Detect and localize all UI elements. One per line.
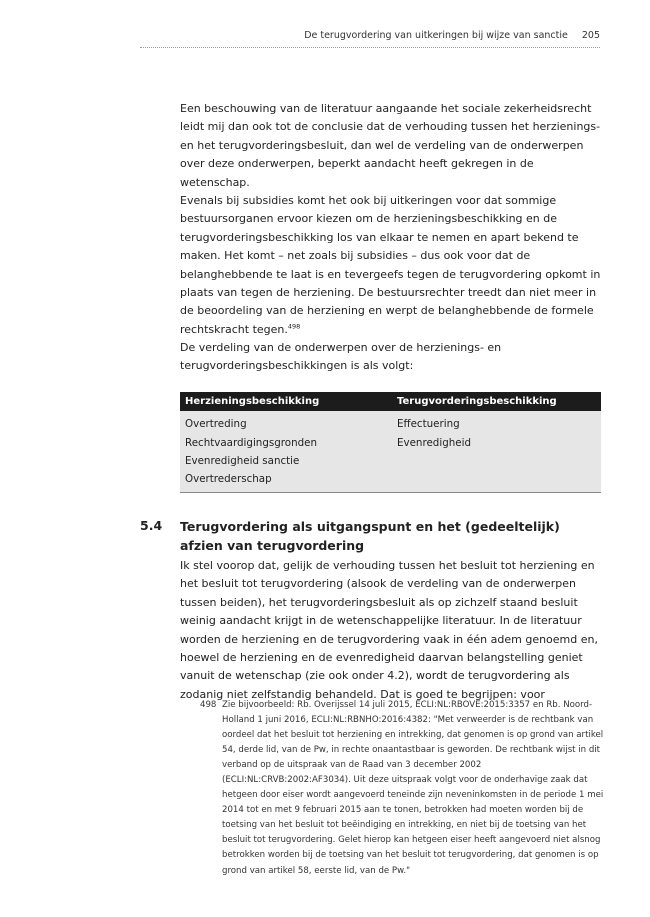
table-header-row xyxy=(180,392,601,411)
paragraph-table-intro: De verdeling van de onderwerpen over de herzienings- en terugvorderingsbeschikkingen is als volgt: xyxy=(180,341,502,373)
running-header xyxy=(180,30,600,48)
subject-distribution-table xyxy=(180,392,601,493)
paragraph-section-intro: Ik stel voorop dat, gelijk de verhouding tussen het besluit tot herziening en het besluit tot terugvordering (alsook de verdeling van de onderwerpen tussen beiden), het terugvorderingsbesluit als op zichzelf staand besluit weinig aandacht krijgt in de wetenschappelijke literatuur. In de literatuur worden de herziening en de terugvordering vaak in één adem genoemd en, hoewel de herziening en de evenredigheid daarvan belangstelling geniet vanuit de wetenschap (zie ook onder 4.2), wordt de terugvordering als zodanig niet zelfstandig behandeld. Dat is goed te begrijpen: voor xyxy=(180,559,598,701)
section-number: 5.4 xyxy=(140,518,163,533)
table-cell: Evenredigheid sanctie xyxy=(185,454,300,467)
section-title: Terugvordering als uitgangspunt en het (gedeeltelijk) afzien van terugvordering xyxy=(180,519,560,553)
paragraph-uitkeringen xyxy=(180,192,604,339)
table-header-herziening: Herzieningsbeschikking xyxy=(185,396,320,407)
table-cell: Evenredigheid xyxy=(397,436,471,449)
table-row xyxy=(180,415,601,433)
footnote xyxy=(200,698,605,879)
running-title: De terugvordering van uitkeringen bij wijze van sanctie xyxy=(304,30,568,41)
paragraph-uitkeringen-text: Evenals bij subsidies komt het ook bij uitkeringen voor dat sommige bestuursorganen ervoor kiezen om de herzieningsbeschikking en de terugvorderingsbeschikking los van elkaar te nemen en apart bekend te maken. Het komt – net zoals bij subsidies – dus ook voor dat de belanghebbende te laat is en tevergeefs tegen de terugvordering opkomt in plaats van tegen de herziening. De bestuursrechter treedt dan niet meer in de beoordeling van de herziening en werpt de belanghebbende de formele rechtskracht tegen. xyxy=(180,194,601,336)
header-divider xyxy=(140,47,600,48)
table-body xyxy=(180,411,601,493)
table-cell: Effectuering xyxy=(397,418,460,431)
footnote-number: 498 xyxy=(200,700,217,710)
table-cell: Overtrederschap xyxy=(185,473,272,486)
paragraph-literature-conclusion: Een beschouwing van de literatuur aangaande het sociale zekerheidsrecht leidt mij dan ook tot de conclusie dat de verhouding tussen het herzienings- en het terugvorderingsbesluit, dan wel de verdeling van de onderwerpen over deze onderwerpen, beperkt aandacht heeft gekregen in de wetenschap. xyxy=(180,102,601,189)
table-header-terugvordering: Terugvorderingsbeschikking xyxy=(397,396,557,407)
table-row xyxy=(180,470,601,488)
table-cell: Rechtvaardigingsgronden xyxy=(185,436,318,449)
table-row xyxy=(180,452,601,470)
footnote-text: Zie bijvoorbeeld: Rb. Overijssel 14 juli 2015, ECLI:NL:RBOVE:2015:3357 en Rb. Noord-Holland 1 juni 2016, ECLI:NL:RBNHO:2016:4382: "Met verweerder is de rechtbank van oordeel dat het besluit tot herziening en intrekking, dat genomen is op grond van artikel 54, derde lid, van de Pw, in rechte onaantastbaar is geworden. De rechtbank wijst in dit verband op de uitspraak van de Raad van 3 december 2002 (ECLI:NL:CRVB:2002:AF3034). Uit deze uitspraak volgt voor de onderhavige zaak dat hetgeen door eiser wordt aangevoerd teneinde zijn neveninkomsten in de periode 1 mei 2014 tot en met 9 februari 2015 aan te tonen, betrokken had moeten worden bij de toetsing van het besluit tot beëindiging en intrekking, en niet bij de toetsing van het besluit tot terugvordering. Gelet hierop kan hetgeen eiser heeft aangevoerd niet alsnog betrokken worden bij de toetsing van het besluit tot terugvordering, dat genomen is op grond van artikel 58, eerste lid, van de Pw." xyxy=(222,700,604,876)
footnote-reference: 498 xyxy=(287,322,301,331)
table-row xyxy=(180,433,601,451)
page-number: 205 xyxy=(581,30,600,41)
table-cell: Overtreding xyxy=(185,418,247,431)
